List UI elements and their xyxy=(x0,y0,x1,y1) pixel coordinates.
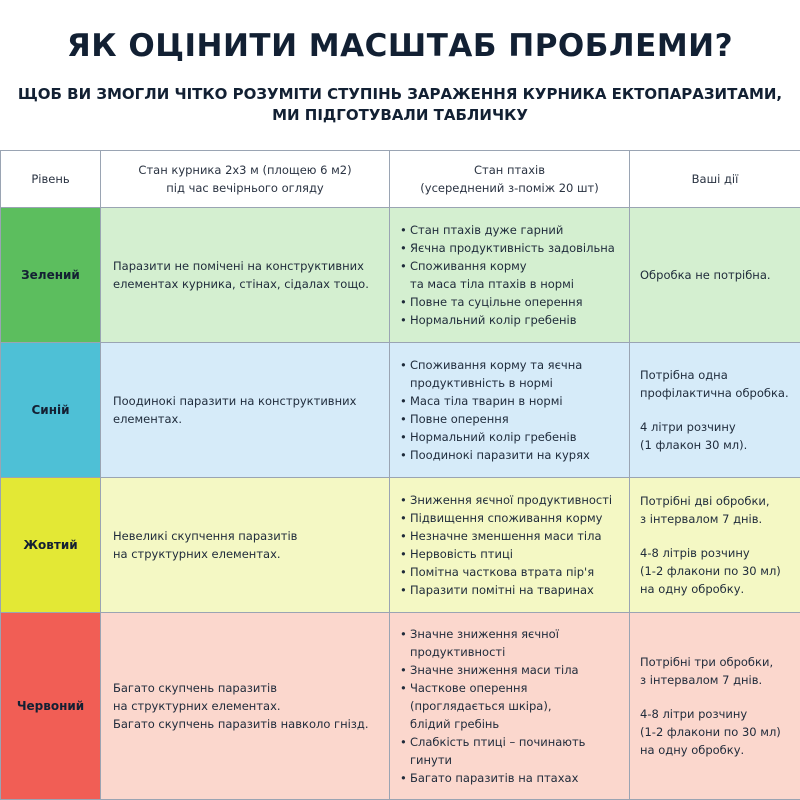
birds-condition-text: • Нормальний колір гребенів xyxy=(410,313,577,327)
actions-spacer xyxy=(640,402,792,418)
birds-condition-item xyxy=(400,679,623,733)
coop-condition-cell xyxy=(101,478,390,613)
birds-condition-text: • Значне зниження маси тіла xyxy=(410,663,579,677)
table-row-blue xyxy=(1,343,800,478)
actions-line: з інтервалом 7 днів. xyxy=(640,512,763,526)
actions-line: 4 літри розчину xyxy=(640,420,736,434)
header-birds-line-1: Стан птахів xyxy=(474,163,545,177)
birds-condition-text: та маса тіла птахів в нормі xyxy=(410,277,574,291)
coop-condition-line: на структурних елементах. xyxy=(113,547,281,561)
birds-condition-list xyxy=(400,625,623,787)
birds-condition-item xyxy=(400,392,623,410)
header-coop-line-1: Стан курника 2х3 м (площею 6 м2) xyxy=(138,163,352,177)
birds-condition-item xyxy=(400,356,623,392)
birds-condition-item xyxy=(400,509,623,527)
birds-condition-text: • Значне зниження яєчної xyxy=(410,627,559,641)
table-header-row xyxy=(1,151,800,208)
birds-condition-item xyxy=(400,293,623,311)
actions-line: (1-2 флакони по 30 мл) xyxy=(640,725,781,739)
birds-condition-text: • Багато паразитів на птахах xyxy=(410,771,579,785)
coop-condition-line: елементах курника, стінах, сідалах тощо. xyxy=(113,277,369,291)
coop-condition-cell xyxy=(101,613,390,800)
birds-condition-text: • Нормальний колір гребенів xyxy=(410,430,577,444)
coop-condition-line: Багато скупчень паразитів навколо гнізд. xyxy=(113,717,369,731)
birds-condition-text: • Помітна часткова втрата пір'я xyxy=(410,565,595,579)
actions-line: 4-8 літрів розчину xyxy=(640,546,750,560)
birds-condition-item xyxy=(400,491,623,509)
header-actions: Ваші дії xyxy=(630,151,800,208)
birds-condition-item xyxy=(400,527,623,545)
page-title: ЯК ОЦІНИТИ МАСШТАБ ПРОБЛЕМИ? xyxy=(66,28,734,64)
actions-line: Обробка не потрібна. xyxy=(640,268,771,282)
coop-condition-line: елементах. xyxy=(113,412,182,426)
birds-condition-text: • Незначне зменшення маси тіла xyxy=(410,529,602,543)
coop-condition-line: Невеликі скупчення паразитів xyxy=(113,529,298,543)
header-coop-condition xyxy=(101,151,390,208)
level-cell: Червоний xyxy=(1,613,101,800)
birds-condition-text: • Часткове оперення xyxy=(410,681,528,695)
birds-condition-text: • Нервовість птиці xyxy=(410,547,513,561)
birds-condition-text: • Паразити помітні на тваринах xyxy=(410,583,594,597)
coop-condition-line: Паразити не помічені на конструктивних xyxy=(113,259,364,273)
birds-condition-item xyxy=(400,661,623,679)
birds-condition-item xyxy=(400,545,623,563)
actions-line: Потрібні три обробки, xyxy=(640,655,774,669)
birds-condition-item xyxy=(400,428,623,446)
birds-condition-item xyxy=(400,221,623,239)
birds-condition-text: продуктивність в нормі xyxy=(410,376,553,390)
birds-condition-text: блідий гребінь xyxy=(410,717,500,731)
birds-condition-item xyxy=(400,446,623,464)
infestation-level-table xyxy=(0,150,800,800)
level-cell: Синій xyxy=(1,343,101,478)
birds-condition-text: • Повне та суцільне оперення xyxy=(410,295,583,309)
actions-cell xyxy=(630,613,800,800)
actions-cell xyxy=(630,478,800,613)
birds-condition-text: продуктивності xyxy=(410,645,506,659)
table-row-yellow xyxy=(1,478,800,613)
level-cell: Зелений xyxy=(1,208,101,343)
actions-line: на одну обробку. xyxy=(640,582,745,596)
coop-condition-line: на структурних елементах. xyxy=(113,699,281,713)
coop-condition-line: Багато скупчень паразитів xyxy=(113,681,278,695)
birds-condition-text: • Слабкість птиці – починають xyxy=(410,735,586,749)
birds-condition-item xyxy=(400,239,623,257)
header-coop-line-2: під час вечірнього огляду xyxy=(166,181,324,195)
actions-line: Потрібна одна xyxy=(640,368,728,382)
actions-line: (1-2 флакони по 30 мл) xyxy=(640,564,781,578)
birds-condition-item xyxy=(400,733,623,769)
birds-condition-text: • Споживання корму та яєчна xyxy=(410,358,583,372)
table-row-red xyxy=(1,613,800,800)
birds-condition-cell xyxy=(390,208,630,343)
subtitle-line-2: МИ ПІДГОТУВАЛИ ТАБЛИЧКУ xyxy=(272,106,528,124)
header-level: Рівень xyxy=(1,151,101,208)
birds-condition-text: • Підвищення споживання корму xyxy=(410,511,603,525)
birds-condition-text: • Споживання корму xyxy=(410,259,527,273)
subtitle-line-1: ЩОБ ВИ ЗМОГЛИ ЧІТКО РОЗУМІТИ СТУПІНЬ ЗАРАЖЕННЯ КУРНИКА ЕКТОПАРАЗИТАМИ, xyxy=(17,85,783,103)
actions-spacer xyxy=(640,689,792,705)
actions-line: на одну обробку. xyxy=(640,743,745,757)
birds-condition-item xyxy=(400,581,623,599)
actions-cell xyxy=(630,343,800,478)
birds-condition-item xyxy=(400,563,623,581)
birds-condition-item xyxy=(400,769,623,787)
birds-condition-text: (проглядається шкіра), xyxy=(410,699,552,713)
actions-cell xyxy=(630,208,800,343)
birds-condition-list xyxy=(400,356,623,464)
birds-condition-text: • Поодинокі паразити на курях xyxy=(410,448,590,462)
page-subtitle xyxy=(0,84,800,126)
coop-condition-cell xyxy=(101,208,390,343)
birds-condition-item xyxy=(400,257,623,293)
level-cell: Жовтий xyxy=(1,478,101,613)
birds-condition-text: • Зниження яєчної продуктивності xyxy=(410,493,613,507)
birds-condition-item xyxy=(400,625,623,661)
birds-condition-text: • Стан птахів дуже гарний xyxy=(410,223,564,237)
birds-condition-item xyxy=(400,410,623,428)
birds-condition-list xyxy=(400,491,623,599)
birds-condition-text: • Повне оперення xyxy=(410,412,509,426)
birds-condition-text: • Яєчна продуктивність задовільна xyxy=(410,241,615,255)
birds-condition-list xyxy=(400,221,623,329)
actions-line: (1 флакон 30 мл). xyxy=(640,438,748,452)
actions-spacer xyxy=(640,528,792,544)
birds-condition-cell xyxy=(390,343,630,478)
birds-condition-text: • Маса тіла тварин в нормі xyxy=(410,394,563,408)
birds-condition-item xyxy=(400,311,623,329)
coop-condition-line: Поодинокі паразити на конструктивних xyxy=(113,394,357,408)
coop-condition-cell xyxy=(101,343,390,478)
actions-line: з інтервалом 7 днів. xyxy=(640,673,763,687)
header-birds-condition xyxy=(390,151,630,208)
header-birds-line-2: (усереднений з-поміж 20 шт) xyxy=(420,181,599,195)
actions-line: 4-8 літри розчину xyxy=(640,707,748,721)
birds-condition-cell xyxy=(390,613,630,800)
actions-line: профілактична обробка. xyxy=(640,386,789,400)
actions-line: Потрібні дві обробки, xyxy=(640,494,770,508)
birds-condition-cell xyxy=(390,478,630,613)
birds-condition-text: гинути xyxy=(410,753,453,767)
table-row-green xyxy=(1,208,800,343)
